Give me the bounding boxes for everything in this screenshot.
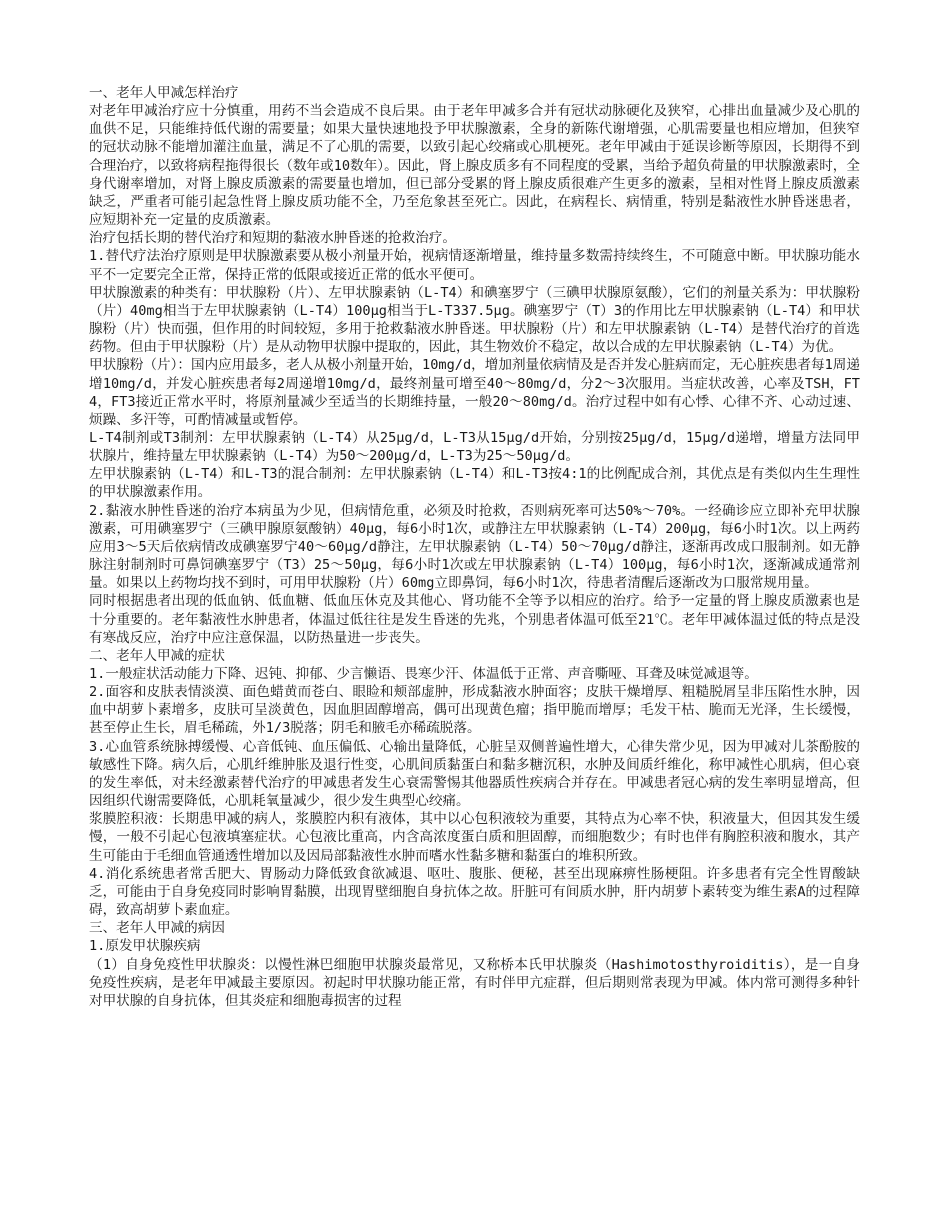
paragraph: 1.替代疗法治疗原则是甲状腺激素要从极小剂量开始，视病情逐渐增量，维持量多数需持续终生，不可随意中断。甲状腺功能水平不一定要完全正常，保持正常的低限或接近正常的低水平便可。 <box>89 248 860 283</box>
paragraph: 甲状腺激素的种类有：甲状腺粉（片）、左甲状腺素钠（L-T4）和碘塞罗宁（三碘甲状腺原氨酸），它们的剂量关系为：甲状腺粉（片）40mg相当于左甲状腺素钠（L-T4）100μg相当于L-T337.5μg。碘塞罗宁（T）3的作用比左甲状腺素钠（L-T4）和甲状腺粉（片）快而强，但作用的时间较短，多用于抢救黏液水肿昏迷。甲状腺粉（片）和左甲状腺素钠（L-T4）是替代治疗的首选药物。但由于甲状腺粉（片）是从动物甲状腺中提取的，因此，其生物效价不稳定，故以合成的左甲状腺素钠（L-T4）为优。 <box>89 284 860 356</box>
paragraph: （1）自身免疫性甲状腺炎：以慢性淋巴细胞甲状腺炎最常见，又称桥本氏甲状腺炎（Hashimotosthyroiditis），是一自身免疫性疾病，是老年甲减最主要原因。初起时甲状腺功能正常，有时伴甲亢症群，但后期则常表现为甲减。体内常可测得多种针对甲状腺的自身抗体，但其炎症和细胞毒损害的过程 <box>89 956 860 1009</box>
paragraph: 同时根据患者出现的低血钠、低血糖、低血压休克及其他心、肾功能不全等予以相应的治疗。给予一定量的肾上腺皮质激素也是十分重要的。老年黏液性水肿患者，体温过低往往是发生昏迷的先兆，个别患者体温可低至21℃。老年甲减体温过低的特点是没有寒战反应，治疗中应注意保温，以防热量进一步丧失。 <box>89 593 860 646</box>
paragraph: 左甲状腺素钠（L-T4）和L-T3的混合制剂：左甲状腺素钠（L-T4）和L-T3按4:1的比例配成合剂，其优点是有类似内生生理性的甲状腺激素作用。 <box>89 466 860 501</box>
paragraph: 2.黏液水肿性昏迷的治疗本病虽为少见，但病情危重，必须及时抢救，否则病死率可达50%～70%。一经确诊应立即补充甲状腺激素，可用碘塞罗宁（三碘甲腺原氨酸钠）40μg，每6小时1次，或静注左甲状腺素钠（L-T4）200μg，每6小时1次。以上两药应用3～5天后依病情改成碘塞罗宁40～60μg/d静注，左甲状腺素钠（L-T4）50～70μg/d静注，逐渐再改成口服制剂。如无静脉注射制剂时可鼻饲碘塞罗宁（T3）25～50μg，每6小时1次或左甲状腺素钠（L-T4）100μg，每6小时1次，逐渐减成通常剂量。如果以上药物均找不到时，可用甲状腺粉（片）60mg立即鼻饲，每6小时1次，待患者清醒后逐渐改为口服常规用量。 <box>89 502 860 592</box>
section-heading-treatment: 一、老年人甲减怎样治疗 <box>89 85 239 101</box>
paragraph: 治疗包括长期的替代治疗和短期的黏液水肿昏迷的抢救治疗。 <box>89 230 457 247</box>
paragraph: 对老年甲减治疗应十分慎重，用药不当会造成不良后果。由于老年甲减多合并有冠状动脉硬化及狭窄，心排出血量减少及心肌的血供不足，只能维持低代谢的需要量；如果大量快速地投予甲状腺激素，全身的新陈代谢增强，心肌需要量也相应增加，但狭窄的冠状动脉不能增加灌注血量，满足不了心肌的需要，以致引起心绞痛或心肌梗死。老年甲减由于延误诊断等原因，长期得不到合理治疗，以致将病程拖得很长（数年或10数年）。因此，肾上腺皮质多有不同程度的受累，当给予超负荷量的甲状腺激素时，全身代谢率增加，对肾上腺皮质激素的需要量也增加，但已部分受累的肾上腺皮质很难产生更多的激素，呈相对性肾上腺皮质激素缺乏，严重者可能引起急性肾上腺皮质功能不全，乃至危象甚至死亡。因此，在病程长、病情重，特别是黏液性水肿昏迷患者，应短期补充一定量的皮质激素。 <box>89 103 860 229</box>
paragraph: 1.一般症状活动能力下降、迟钝、抑郁、少言懒语、畏寒少汗、体温低于正常、声音嘶哑、耳聋及味觉减退等。 <box>89 666 758 682</box>
paragraph: 1.原发甲状腺疾病 <box>89 938 201 955</box>
section-heading-causes: 三、老年人甲减的病因 <box>89 920 225 937</box>
paragraph: 3.心血管系统脉搏缓慢、心音低钝、血压偏低、心输出量降低，心脏呈双侧普遍性增大，心律失常少见，因为甲减对儿茶酚胺的敏感性下降。病久后，心肌纤维肿胀及退行性变，心肌间质黏蛋白和黏多糖沉积，水肿及间质纤维化，称甲减性心肌病，但心衰的发生率低，对未经激素替代治疗的甲减患者发生心衰需警惕其他器质性疾病合并存在。甲减患者冠心病的发生率明显增高，但因组织代谢需要降低，心肌耗氧量减少，很少发生典型心绞痛。 <box>89 738 860 810</box>
paragraph: 2.面容和皮肤表情淡漠、面色蜡黄而苍白、眼睑和颊部虚肿，形成黏液水肿面容；皮肤干燥增厚、粗糙脱屑呈非压陷性水肿，因血中胡萝卜素增多，皮肤可呈淡黄色，因血胆固醇增高，偶可出现黄色瘤；指甲脆而增厚；毛发干枯、脆而无光泽，生长缓慢，甚至停止生长，眉毛稀疏，外1/3脱落；阴毛和腋毛亦稀疏脱落。 <box>89 684 860 737</box>
paragraph: 甲状腺粉（片）：国内应用最多，老人从极小剂量开始，10mg/d，增加剂量依病情及是否并发心脏病而定，无心脏疾患者每1周递增10mg/d，并发心脏疾患者每2周递增10mg/d，最终剂量可增至40～80mg/d，分2～3次服用。当症状改善，心率及TSH，FT4，FT3接近正常水平时，将原剂量减少至适当的长期维持量，一般20～80mg/d。治疗过程中如有心悸、心律不齐、心动过速、烦躁、多汗等，可酌情减量或暂停。 <box>89 357 860 428</box>
paragraph: 浆膜腔积液：长期患甲减的病人，浆膜腔内积有液体，其中以心包积液较为重要，其特点为心率不快，积液量大，但因其发生缓慢，一般不引起心包液填塞症状。心包液比重高，内含高浓度蛋白质和胆固醇，而细胞数少；有时也伴有胸腔积液和腹水，其产生可能由于毛细血管通透性增加以及因局部黏液性水肿而嗜水性黏多糖和黏蛋白的堆积所致。 <box>89 811 860 864</box>
paragraph: L-T4制剂或T3制剂：左甲状腺素钠（L-T4）从25μg/d，L-T3从15μg/d开始，分别按25μg/d，15μg/d递增，增量方法同甲状腺片，维持量左甲状腺素钠（L-T4）为50～200μg/d，L-T3为25～50μg/d。 <box>89 429 860 465</box>
section-heading-symptoms: 二、老年人甲减的症状 <box>89 647 225 664</box>
paragraph: 4.消化系统患者常舌肥大、胃肠动力降低致食欲减退、呕吐、腹胀、便秘，甚至出现麻痹性肠梗阻。许多患者有完全性胃酸缺乏，可能由于自身免疫同时影响胃黏膜，出现胃壁细胞自身抗体之故。肝脏可有间质水肿，肝内胡萝卜素转变为维生素A的过程障碍，致高胡萝卜素血症。 <box>89 865 860 919</box>
